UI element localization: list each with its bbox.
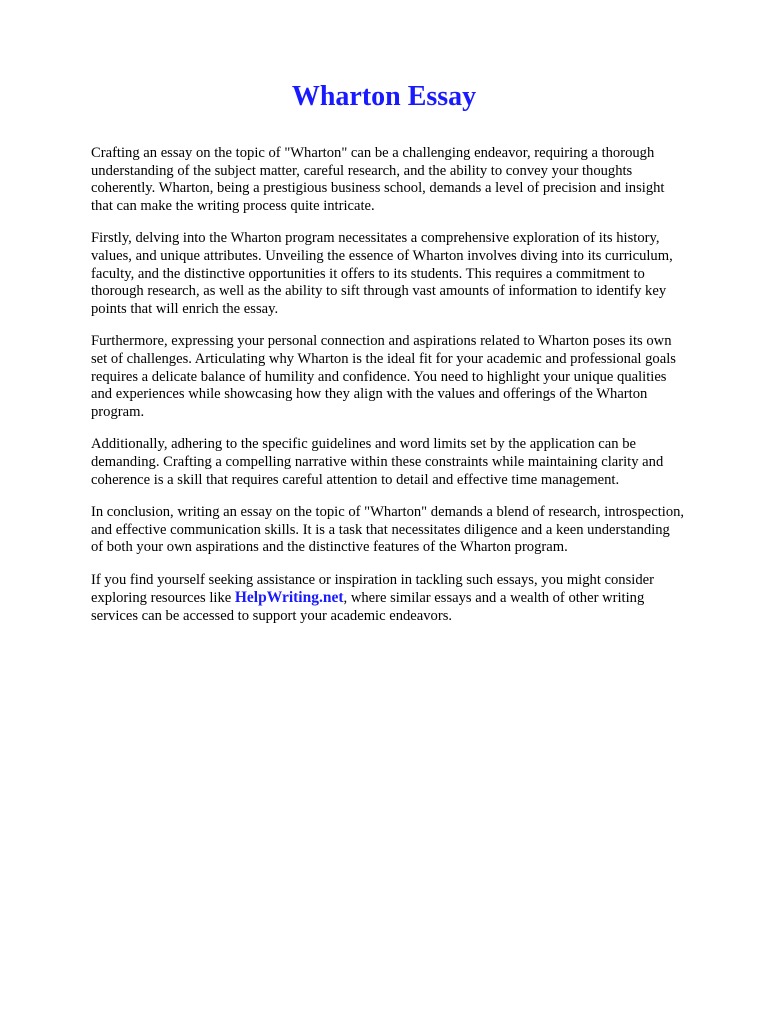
text-line: program. [91, 403, 145, 420]
text-line: that can make the writing process quite intricate. [91, 197, 375, 214]
paragraph-4 [91, 436, 731, 489]
text-line: values, and unique attributes. Unveiling the essence of Wharton involves diving into its curriculum, [91, 247, 673, 264]
text-segment: exploring resources like [91, 590, 235, 607]
page-title: Wharton Essay [291, 81, 477, 112]
text-line: If you find yourself seeking assistance or inspiration in tackling such essays, you might consider [91, 571, 654, 588]
text-line: demanding. Crafting a compelling narrative within these constraints while maintaining clarity and [91, 453, 664, 470]
text-line: coherently. Wharton, being a prestigious business school, demands a level of precision and insight [91, 180, 665, 197]
text-line: Firstly, delving into the Wharton program necessitates a comprehensive exploration of its history, [91, 230, 660, 247]
text-line: faculty, and the distinctive opportunities it offers to its students. This requires a commitment to [91, 265, 645, 282]
essay-body [91, 145, 731, 641]
text-line: and experiences while showcasing how they align with the values and offerings of the Wharton [91, 386, 648, 403]
text-line: In conclusion, writing an essay on the topic of "Wharton" demands a blend of research, introspection, [91, 504, 685, 521]
text-line: points that will enrich the essay. [91, 300, 279, 317]
text-line: Furthermore, expressing your personal connection and aspirations related to Wharton poses its own [91, 333, 672, 350]
text-segment: , where similar essays and a wealth of other writing [343, 590, 645, 607]
text-line: of both your own aspirations and the distinctive features of the Wharton program. [91, 539, 568, 556]
paragraph-3 [91, 333, 731, 421]
paragraph-5 [91, 504, 731, 557]
text-line: thorough research, as well as the ability to sift through vast amounts of information to identify key [91, 283, 667, 300]
paragraph-2 [91, 230, 731, 318]
text-line: services can be accessed to support your academic endeavors. [91, 608, 453, 625]
text-line-with-link [91, 589, 731, 608]
text-line: coherence is a skill that requires careful attention to detail and effective time management. [91, 471, 620, 488]
text-line: understanding of the subject matter, careful research, and the ability to convey your thoughts [91, 162, 633, 179]
text-line: requires a delicate balance of humility and confidence. You need to highlight your unique qualities [91, 368, 667, 385]
paragraph-1 [91, 145, 731, 215]
helpwriting-link[interactable]: HelpWriting.net [234, 589, 344, 607]
paragraph-6 [91, 572, 731, 626]
text-line: Crafting an essay on the topic of "Wharton" can be a challenging endeavor, requiring a thorough [91, 145, 655, 161]
text-line: Additionally, adhering to the specific guidelines and word limits set by the application can be [91, 436, 636, 453]
text-line: and effective communication skills. It is a task that necessitates diligence and a keen understanding [91, 521, 670, 538]
text-line: set of challenges. Articulating why Wharton is the ideal fit for your academic and professional goals [91, 350, 676, 367]
